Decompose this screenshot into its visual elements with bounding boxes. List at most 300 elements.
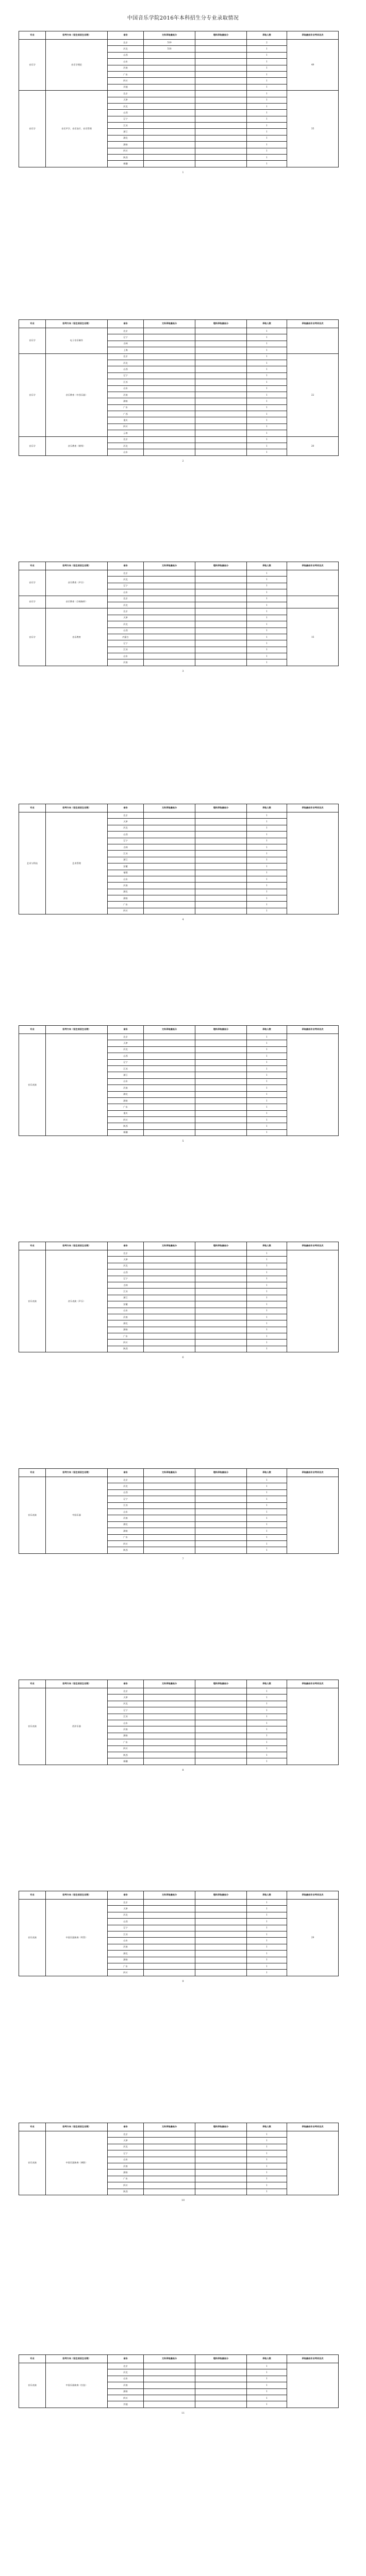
column-header-min-prof: 录取最低专业考试名次 <box>287 320 339 328</box>
cell-sci <box>195 1906 247 1912</box>
cell-direction: 音乐学理论 <box>46 40 108 91</box>
cell-arts <box>144 825 195 831</box>
cell-province: 河南 <box>108 1085 144 1091</box>
cell-n: 1 <box>247 417 287 423</box>
cell-arts <box>144 110 195 116</box>
cell-arts <box>144 2401 195 2408</box>
cell-arts <box>144 52 195 58</box>
table-row <box>19 812 339 819</box>
cell-n: 1 <box>247 1739 287 1745</box>
column-header-province: 省份 <box>108 2355 144 2363</box>
cell-sci <box>195 1320 247 1327</box>
cell-province: 河北 <box>108 103 144 109</box>
cell-arts <box>144 583 195 589</box>
cell-arts <box>144 1547 195 1553</box>
cell-n: 1 <box>247 895 287 902</box>
cell-major: 音乐学 <box>19 40 46 91</box>
cell-arts <box>144 634 195 640</box>
cell-province: 辽宁 <box>108 838 144 844</box>
cell-sci <box>195 1752 247 1758</box>
cell-n: 1 <box>247 902 287 908</box>
cell-province: 浙江 <box>108 857 144 863</box>
cell-arts <box>144 2176 195 2182</box>
cell-n: 1 <box>247 608 287 615</box>
cell-arts <box>144 1912 195 1918</box>
cell-province: 北京 <box>108 1250 144 1257</box>
column-header-province: 省份 <box>108 804 144 812</box>
cell-province: 四川 <box>108 1540 144 1547</box>
cell-sci <box>195 1534 247 1540</box>
cell-n: 1 <box>247 1496 287 1502</box>
table-row <box>19 2131 339 2138</box>
cell-province: 江苏 <box>108 851 144 857</box>
cell-n: 1 <box>247 1931 287 1937</box>
cell-province: 辽宁 <box>108 2150 144 2157</box>
cell-province: 河北 <box>108 621 144 628</box>
cell-sci <box>195 1477 247 1483</box>
column-header-direction: 招考方向（招生拟招生名数） <box>46 804 108 812</box>
cell-arts <box>144 417 195 423</box>
cell-arts <box>144 1320 195 1327</box>
cell-sci <box>195 2157 247 2163</box>
cell-n: 1 <box>247 436 287 443</box>
cell-sci <box>195 653 247 659</box>
cell-province: 天津 <box>108 819 144 825</box>
column-header-min-prof: 录取最低专业考试名次 <box>287 2355 339 2363</box>
cell-province: 北京 <box>108 812 144 819</box>
page-number: 9 <box>182 1979 184 1983</box>
cell-province: 湖南 <box>108 1528 144 1534</box>
cell-n: 1 <box>247 2170 287 2176</box>
cell-sci <box>195 46 247 52</box>
cell-arts <box>144 1104 195 1110</box>
score-table <box>19 319 339 456</box>
cell-sci <box>195 1925 247 1931</box>
column-header-admitted: 录取人数 <box>247 1026 287 1034</box>
cell-arts <box>144 628 195 634</box>
score-table <box>19 2123 339 2195</box>
cell-arts <box>144 653 195 659</box>
column-header-science-score: 理科录取最低分 <box>195 1469 247 1477</box>
table-row <box>19 40 339 46</box>
cell-arts <box>144 1925 195 1931</box>
column-header-direction: 招考方向（招生拟招生名数） <box>46 1469 108 1477</box>
cell-arts <box>144 411 195 417</box>
cell-n: 1 <box>247 1694 287 1701</box>
cell-sci <box>195 1957 247 1963</box>
cell-n: 1 <box>247 443 287 449</box>
cell-province: 北京 <box>108 328 144 334</box>
cell-province: 辽宁 <box>108 640 144 647</box>
cell-sci <box>195 863 247 870</box>
cell-province: 云南 <box>108 430 144 436</box>
cell-n: 1 <box>247 838 287 844</box>
column-header-min-prof: 录取最低专业考试名次 <box>287 1680 339 1688</box>
cell-sci <box>195 895 247 902</box>
cell-arts <box>144 589 195 596</box>
table-header-row <box>19 1242 339 1250</box>
table-header-row <box>19 2123 339 2131</box>
cell-province: 河南 <box>108 65 144 71</box>
cell-arts <box>144 1046 195 1053</box>
cell-sci <box>195 1327 247 1333</box>
cell-sci <box>195 857 247 863</box>
cell-province: 北京 <box>108 1688 144 1694</box>
cell-arts <box>144 1694 195 1701</box>
cell-n: 1 <box>247 360 287 366</box>
column-header-min-prof: 录取最低专业考试名次 <box>287 1469 339 1477</box>
cell-arts <box>144 851 195 857</box>
cell-province: 北京 <box>108 2131 144 2138</box>
table-row <box>19 596 339 602</box>
cell-arts <box>144 91 195 97</box>
cell-n: 1 <box>247 2363 287 2369</box>
cell-arts <box>144 1521 195 1528</box>
cell-arts <box>144 123 195 129</box>
cell-arts <box>144 2369 195 2376</box>
cell-n: 1 <box>247 634 287 640</box>
column-header-arts-score: 文科录取最低分 <box>144 1026 195 1034</box>
cell-province: 广东 <box>108 1739 144 1745</box>
cell-province: 重庆 <box>108 417 144 423</box>
cell-n: 1 <box>247 110 287 116</box>
cell-n: 1 <box>247 78 287 84</box>
cell-province: 山东 <box>108 1308 144 1314</box>
cell-arts <box>144 328 195 334</box>
cell-sci <box>195 1701 247 1707</box>
cell-arts <box>144 1515 195 1521</box>
column-header-science-score: 理科录取最低分 <box>195 804 247 812</box>
cell-n: 1 <box>247 1906 287 1912</box>
cell-min <box>287 596 339 608</box>
cell-province: 河南 <box>108 1314 144 1320</box>
page-number: 2 <box>182 460 184 463</box>
cell-arts <box>144 65 195 71</box>
cell-province: 浙江 <box>108 129 144 135</box>
table-row <box>19 570 339 577</box>
cell-arts <box>144 640 195 647</box>
cell-sci <box>195 372 247 379</box>
cell-major: 艺术与科技 <box>19 812 46 914</box>
cell-n: 1 <box>247 1726 287 1733</box>
cell-province: 辽宁 <box>108 1276 144 1282</box>
cell-province: 河北 <box>108 602 144 608</box>
cell-min: 22 <box>287 353 339 436</box>
table-header-row <box>19 562 339 570</box>
cell-arts <box>144 1123 195 1129</box>
page-number: 3 <box>182 670 184 673</box>
column-header-arts-score: 文科录取最低分 <box>144 1680 195 1688</box>
cell-n: 1 <box>247 908 287 914</box>
cell-n: 1 <box>247 449 287 455</box>
cell-sci <box>195 876 247 882</box>
cell-province: 山东 <box>108 653 144 659</box>
column-header-science-score: 理科录取最低分 <box>195 320 247 328</box>
column-header-major: 专业 <box>19 1891 46 1900</box>
cell-sci <box>195 1745 247 1752</box>
cell-sci <box>195 1489 247 1496</box>
cell-sci <box>195 1720 247 1726</box>
cell-sci <box>195 1282 247 1288</box>
cell-n: 1 <box>247 1547 287 1553</box>
cell-n: 1 <box>247 1046 287 1053</box>
cell-sci <box>195 1496 247 1502</box>
cell-sci <box>195 328 247 334</box>
column-header-direction: 招考方向（招生拟招生名数） <box>46 562 108 570</box>
table-header-row <box>19 1469 339 1477</box>
cell-province: 辽宁 <box>108 1925 144 1931</box>
cell-province: 河南 <box>108 2163 144 2169</box>
cell-min: 29 <box>287 1900 339 1976</box>
cell-arts <box>144 1091 195 1097</box>
cell-n: 1 <box>247 577 287 583</box>
cell-province: 北京 <box>108 40 144 46</box>
cell-sci <box>195 1509 247 1515</box>
cell-n: 1 <box>247 1053 287 1059</box>
cell-province: 北京 <box>108 608 144 615</box>
cell-arts <box>144 360 195 366</box>
cell-arts <box>144 1919 195 1925</box>
cell-province: 吉林 <box>108 1282 144 1288</box>
cell-n: 1 <box>247 1250 287 1257</box>
cell-sci <box>195 844 247 850</box>
cell-arts <box>144 1034 195 1040</box>
cell-sci <box>195 812 247 819</box>
cell-sci <box>195 825 247 831</box>
cell-arts <box>144 1295 195 1301</box>
table-row <box>19 436 339 443</box>
cell-province: 山东 <box>108 449 144 455</box>
cell-n: 1 <box>247 640 287 647</box>
cell-sci <box>195 379 247 385</box>
cell-n: 1 <box>247 870 287 876</box>
cell-arts <box>144 570 195 577</box>
cell-sci <box>195 902 247 908</box>
cell-sci <box>195 385 247 392</box>
cell-n: 1 <box>247 1733 287 1739</box>
page-number: 1 <box>182 171 184 174</box>
cell-major: 音乐表演 <box>19 2363 46 2408</box>
cell-direction: 音乐表演（声乐） <box>46 1250 108 1352</box>
cell-n: 1 <box>247 1758 287 1765</box>
cell-sci <box>195 2388 247 2395</box>
cell-n: 1 <box>247 1688 287 1694</box>
cell-sci <box>195 2131 247 2138</box>
cell-arts <box>144 1739 195 1745</box>
cell-province: 山东 <box>108 2376 144 2382</box>
page-number: 11 <box>181 2411 185 2415</box>
cell-direction: 中国乐器演奏（弹拨） <box>46 2131 108 2195</box>
cell-arts <box>144 71 195 77</box>
column-header-min-prof: 录取最低专业考试名次 <box>287 2123 339 2131</box>
cell-n: 1 <box>247 1489 287 1496</box>
cell-sci <box>195 2189 247 2195</box>
cell-province: 河北 <box>108 2369 144 2376</box>
cell-province: 北京 <box>108 353 144 360</box>
cell-arts <box>144 155 195 161</box>
cell-sci <box>195 103 247 109</box>
cell-n: 1 <box>247 1065 287 1072</box>
cell-sci <box>195 1739 247 1745</box>
cell-n: 1 <box>247 2182 287 2189</box>
cell-province: 广东 <box>108 902 144 908</box>
column-header-province: 省份 <box>108 320 144 328</box>
cell-province: 江苏 <box>108 1065 144 1072</box>
column-header-science-score: 理科录取最低分 <box>195 1242 247 1250</box>
cell-arts <box>144 84 195 90</box>
table-row <box>19 328 339 334</box>
cell-sci <box>195 570 247 577</box>
cell-sci <box>195 148 247 154</box>
cell-sci <box>195 116 247 122</box>
cell-n: 1 <box>247 423 287 430</box>
cell-n: 1 <box>247 1970 287 1976</box>
cell-sci <box>195 436 247 443</box>
cell-sci <box>195 2163 247 2169</box>
cell-province: 湖南 <box>108 398 144 404</box>
cell-province: 辽宁 <box>108 1059 144 1065</box>
cell-sci <box>195 2170 247 2176</box>
cell-arts <box>144 1308 195 1314</box>
cell-province: 天津 <box>108 615 144 621</box>
cell-province: 天津 <box>108 97 144 103</box>
cell-n: 1 <box>247 812 287 819</box>
cell-arts <box>144 1963 195 1969</box>
column-header-direction: 招考方向（招生拟招生名数） <box>46 1891 108 1900</box>
column-header-province: 省份 <box>108 1242 144 1250</box>
cell-sci <box>195 2382 247 2388</box>
column-header-admitted: 录取人数 <box>247 2123 287 2131</box>
table-row <box>19 608 339 615</box>
cell-arts <box>144 1053 195 1059</box>
column-header-admitted: 录取人数 <box>247 804 287 812</box>
cell-n: 1 <box>247 2388 287 2395</box>
cell-province: 新疆 <box>108 1758 144 1765</box>
page-number: 6 <box>182 1356 184 1360</box>
cell-arts <box>144 863 195 870</box>
column-header-direction: 招考方向（招生拟招生名数） <box>46 320 108 328</box>
cell-arts <box>144 1059 195 1065</box>
cell-arts <box>144 889 195 895</box>
cell-province: 广西 <box>108 411 144 417</box>
cell-sci <box>195 1250 247 1257</box>
cell-sci <box>195 2369 247 2376</box>
cell-province: 江苏 <box>108 123 144 129</box>
column-header-province: 省份 <box>108 1469 144 1477</box>
cell-province: 广东 <box>108 1963 144 1969</box>
cell-n: 1 <box>247 602 287 608</box>
cell-sci <box>195 596 247 602</box>
cell-sci <box>195 52 247 58</box>
cell-arts <box>144 398 195 404</box>
cell-arts <box>144 1065 195 1072</box>
cell-arts: 519 <box>144 40 195 46</box>
cell-sci <box>195 832 247 838</box>
cell-sci <box>195 1502 247 1509</box>
cell-n: 1 <box>247 385 287 392</box>
column-header-admitted: 录取人数 <box>247 2355 287 2363</box>
cell-province: 湖南 <box>108 2388 144 2395</box>
column-header-min-prof: 录取最低专业考试名次 <box>287 1026 339 1034</box>
cell-n: 1 <box>247 1745 287 1752</box>
cell-n: 1 <box>247 398 287 404</box>
cell-arts <box>144 2138 195 2144</box>
cell-province: 辽宁 <box>108 1496 144 1502</box>
column-header-province: 省份 <box>108 2123 144 2131</box>
cell-sci <box>195 398 247 404</box>
column-header-admitted: 录取人数 <box>247 562 287 570</box>
cell-province: 陕西 <box>108 155 144 161</box>
cell-province: 山东 <box>108 2157 144 2163</box>
cell-direction: 音乐教育（合唱指挥） <box>46 596 108 608</box>
cell-n: 1 <box>247 583 287 589</box>
score-table <box>19 562 339 666</box>
cell-n: 1 <box>247 1483 287 1489</box>
cell-n: 1 <box>247 883 287 889</box>
cell-sci <box>195 97 247 103</box>
cell-n: 1 <box>247 1129 287 1136</box>
column-header-min-prof: 录取最低专业考试名次 <box>287 562 339 570</box>
cell-arts <box>144 857 195 863</box>
cell-n: 1 <box>247 1707 287 1714</box>
cell-sci <box>195 78 247 84</box>
cell-province: 山东 <box>108 59 144 65</box>
cell-sci <box>195 1269 247 1276</box>
cell-arts <box>144 436 195 443</box>
page-number: 10 <box>181 2199 185 2202</box>
cell-arts <box>144 97 195 103</box>
cell-sci <box>195 1053 247 1059</box>
page-number: 7 <box>182 1557 184 1561</box>
cell-n: 1 <box>247 59 287 65</box>
cell-arts <box>144 1489 195 1496</box>
cell-province: 四川 <box>108 1970 144 1976</box>
cell-province: 河北 <box>108 2144 144 2150</box>
cell-sci <box>195 1919 247 1925</box>
cell-sci <box>195 819 247 825</box>
column-header-major: 专业 <box>19 320 46 328</box>
cell-n: 1 <box>247 411 287 417</box>
table-row <box>19 2363 339 2369</box>
cell-n: 1 <box>247 1289 287 1295</box>
cell-sci <box>195 883 247 889</box>
column-header-province: 省份 <box>108 1026 144 1034</box>
cell-province: 辽宁 <box>108 334 144 341</box>
cell-n: 1 <box>247 2157 287 2163</box>
cell-sci <box>195 411 247 417</box>
cell-province: 北京 <box>108 91 144 97</box>
cell-arts <box>144 1970 195 1976</box>
document-title: 中国音乐学院2016年本科招生分专业录取情况 <box>127 15 239 21</box>
cell-arts <box>144 135 195 141</box>
cell-arts <box>144 347 195 353</box>
cell-n: 1 <box>247 1091 287 1097</box>
cell-province: 陕西 <box>108 2189 144 2195</box>
cell-n: 1 <box>247 142 287 148</box>
cell-n: 1 <box>247 353 287 360</box>
cell-sci <box>195 621 247 628</box>
column-header-direction: 招考方向（招生拟招生名数） <box>46 2123 108 2131</box>
cell-province: 浙江 <box>108 1295 144 1301</box>
cell-arts <box>144 832 195 838</box>
cell-n: 1 <box>247 844 287 850</box>
cell-arts <box>144 1752 195 1758</box>
table-header-row <box>19 320 339 328</box>
cell-sci <box>195 59 247 65</box>
cell-province: 浙江 <box>108 1072 144 1078</box>
cell-arts <box>144 1097 195 1104</box>
cell-province: 湖北 <box>108 889 144 895</box>
